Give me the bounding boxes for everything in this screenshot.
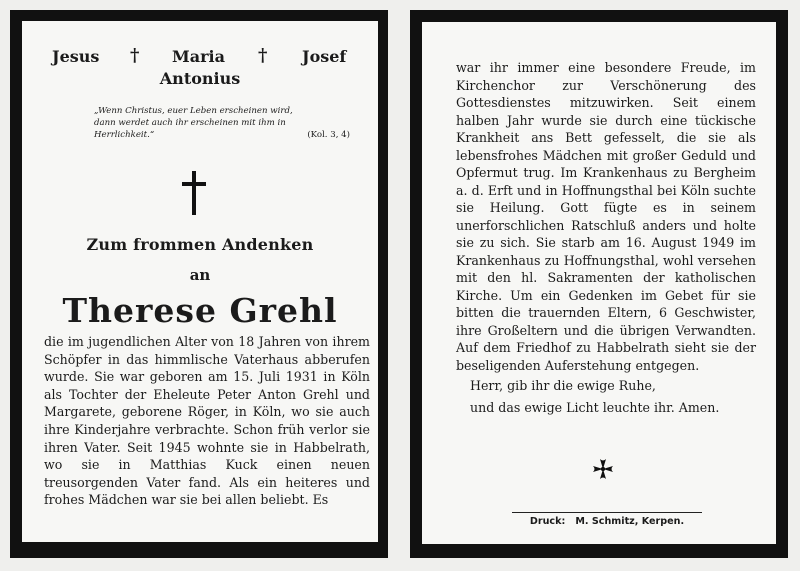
deceased-name: Therese Grehl: [62, 291, 338, 330]
quote-line: dann werdet auch ihr erscheinen mit ihm in: [94, 118, 286, 128]
holy-names: [22, 47, 378, 69]
right-card-paper: [422, 22, 776, 544]
prayer: [470, 375, 760, 419]
name-maria: Maria: [172, 47, 225, 66]
quote-line: „Wenn Christus, euer Leben erscheinen wird,: [94, 106, 293, 116]
name-antonius: Antonius: [159, 69, 241, 88]
prayer-line: Herr, gib ihr die ewige Ruhe,: [470, 378, 656, 393]
latin-cross-icon: [180, 171, 208, 215]
heading-an: an: [189, 266, 211, 284]
right-card: [410, 10, 788, 558]
memorial-heading: Zum frommen Andenken: [86, 235, 314, 254]
small-cross-icon: †: [130, 45, 140, 66]
printer-credit: [512, 512, 702, 527]
name-jesus: Jesus: [52, 47, 100, 66]
biography-continued-text: [456, 59, 756, 374]
printer-label: Druck:: [529, 516, 566, 527]
cross-flower-icon: [592, 458, 614, 480]
bible-quote: [94, 105, 350, 141]
printer-name: M. Schmitz, Kerpen.: [575, 516, 685, 527]
biography-paragraph: war ihr immer eine besondere Freude, im Kirchenchor zur Verschönerung des Gottesdienstes mitzuwirken. Seit einem halben Jahr wurde sie durch eine tückische Krankheit ans Bett gefesselt, die sie als lebensfrohes Mädchen mit großer Geduld und Opfermut trug. Im Krankenhaus zu Bergheim a. d. Erft und in Hoffnungsthal bei Köln suchte sie Heilung. Gott fügte es in seinem unerforschlichen Ratschluß anders und holte sie zu sich. Sie starb am 16. August 1949 im Krankenhaus zu Hoffnungsthal, wohl versehen mit den hl. Sakramenten der katholischen Kirche. Um ein Gedenken im Gebet für sie bitten die trauernden Eltern, 6 Geschwister, ihre Großeltern und die übrigen Verwandten. Auf dem Friedhof zu Habbelrath sieht sie der beseligenden Auferstehung entgegen.: [456, 60, 756, 373]
small-cross-icon: †: [258, 45, 268, 66]
quote-reference: (Kol. 3, 4): [307, 130, 350, 140]
quote-line: Herrlichkeit.“: [94, 130, 155, 140]
prayer-line: und das ewige Licht leuchte ihr. Amen.: [470, 400, 720, 415]
left-card: [10, 10, 388, 558]
left-card-paper: [22, 21, 378, 542]
biography-text: die im jugendlichen Alter von 18 Jahren von ihrem Schöpfer in das himmlische Vaterhaus abberufen wurde. Sie war geboren am 15. Juli 1931 in Köln als Tochter der Eheleute Peter Anton Grehl und Margarete, geborene Röger, in Köln, wo sie auch ihre Kinderjahre verbrachte. Schon früh verlor sie ihren Vater. Seit 1945 wohnte sie in Habbelrath, wo sie in Matthias Kuck einen neuen treusorgenden Vater fand. Als ein heiteres und frohes Mädchen war sie bei allen beliebt. Es: [44, 334, 370, 508]
name-josef: Josef: [302, 47, 347, 66]
